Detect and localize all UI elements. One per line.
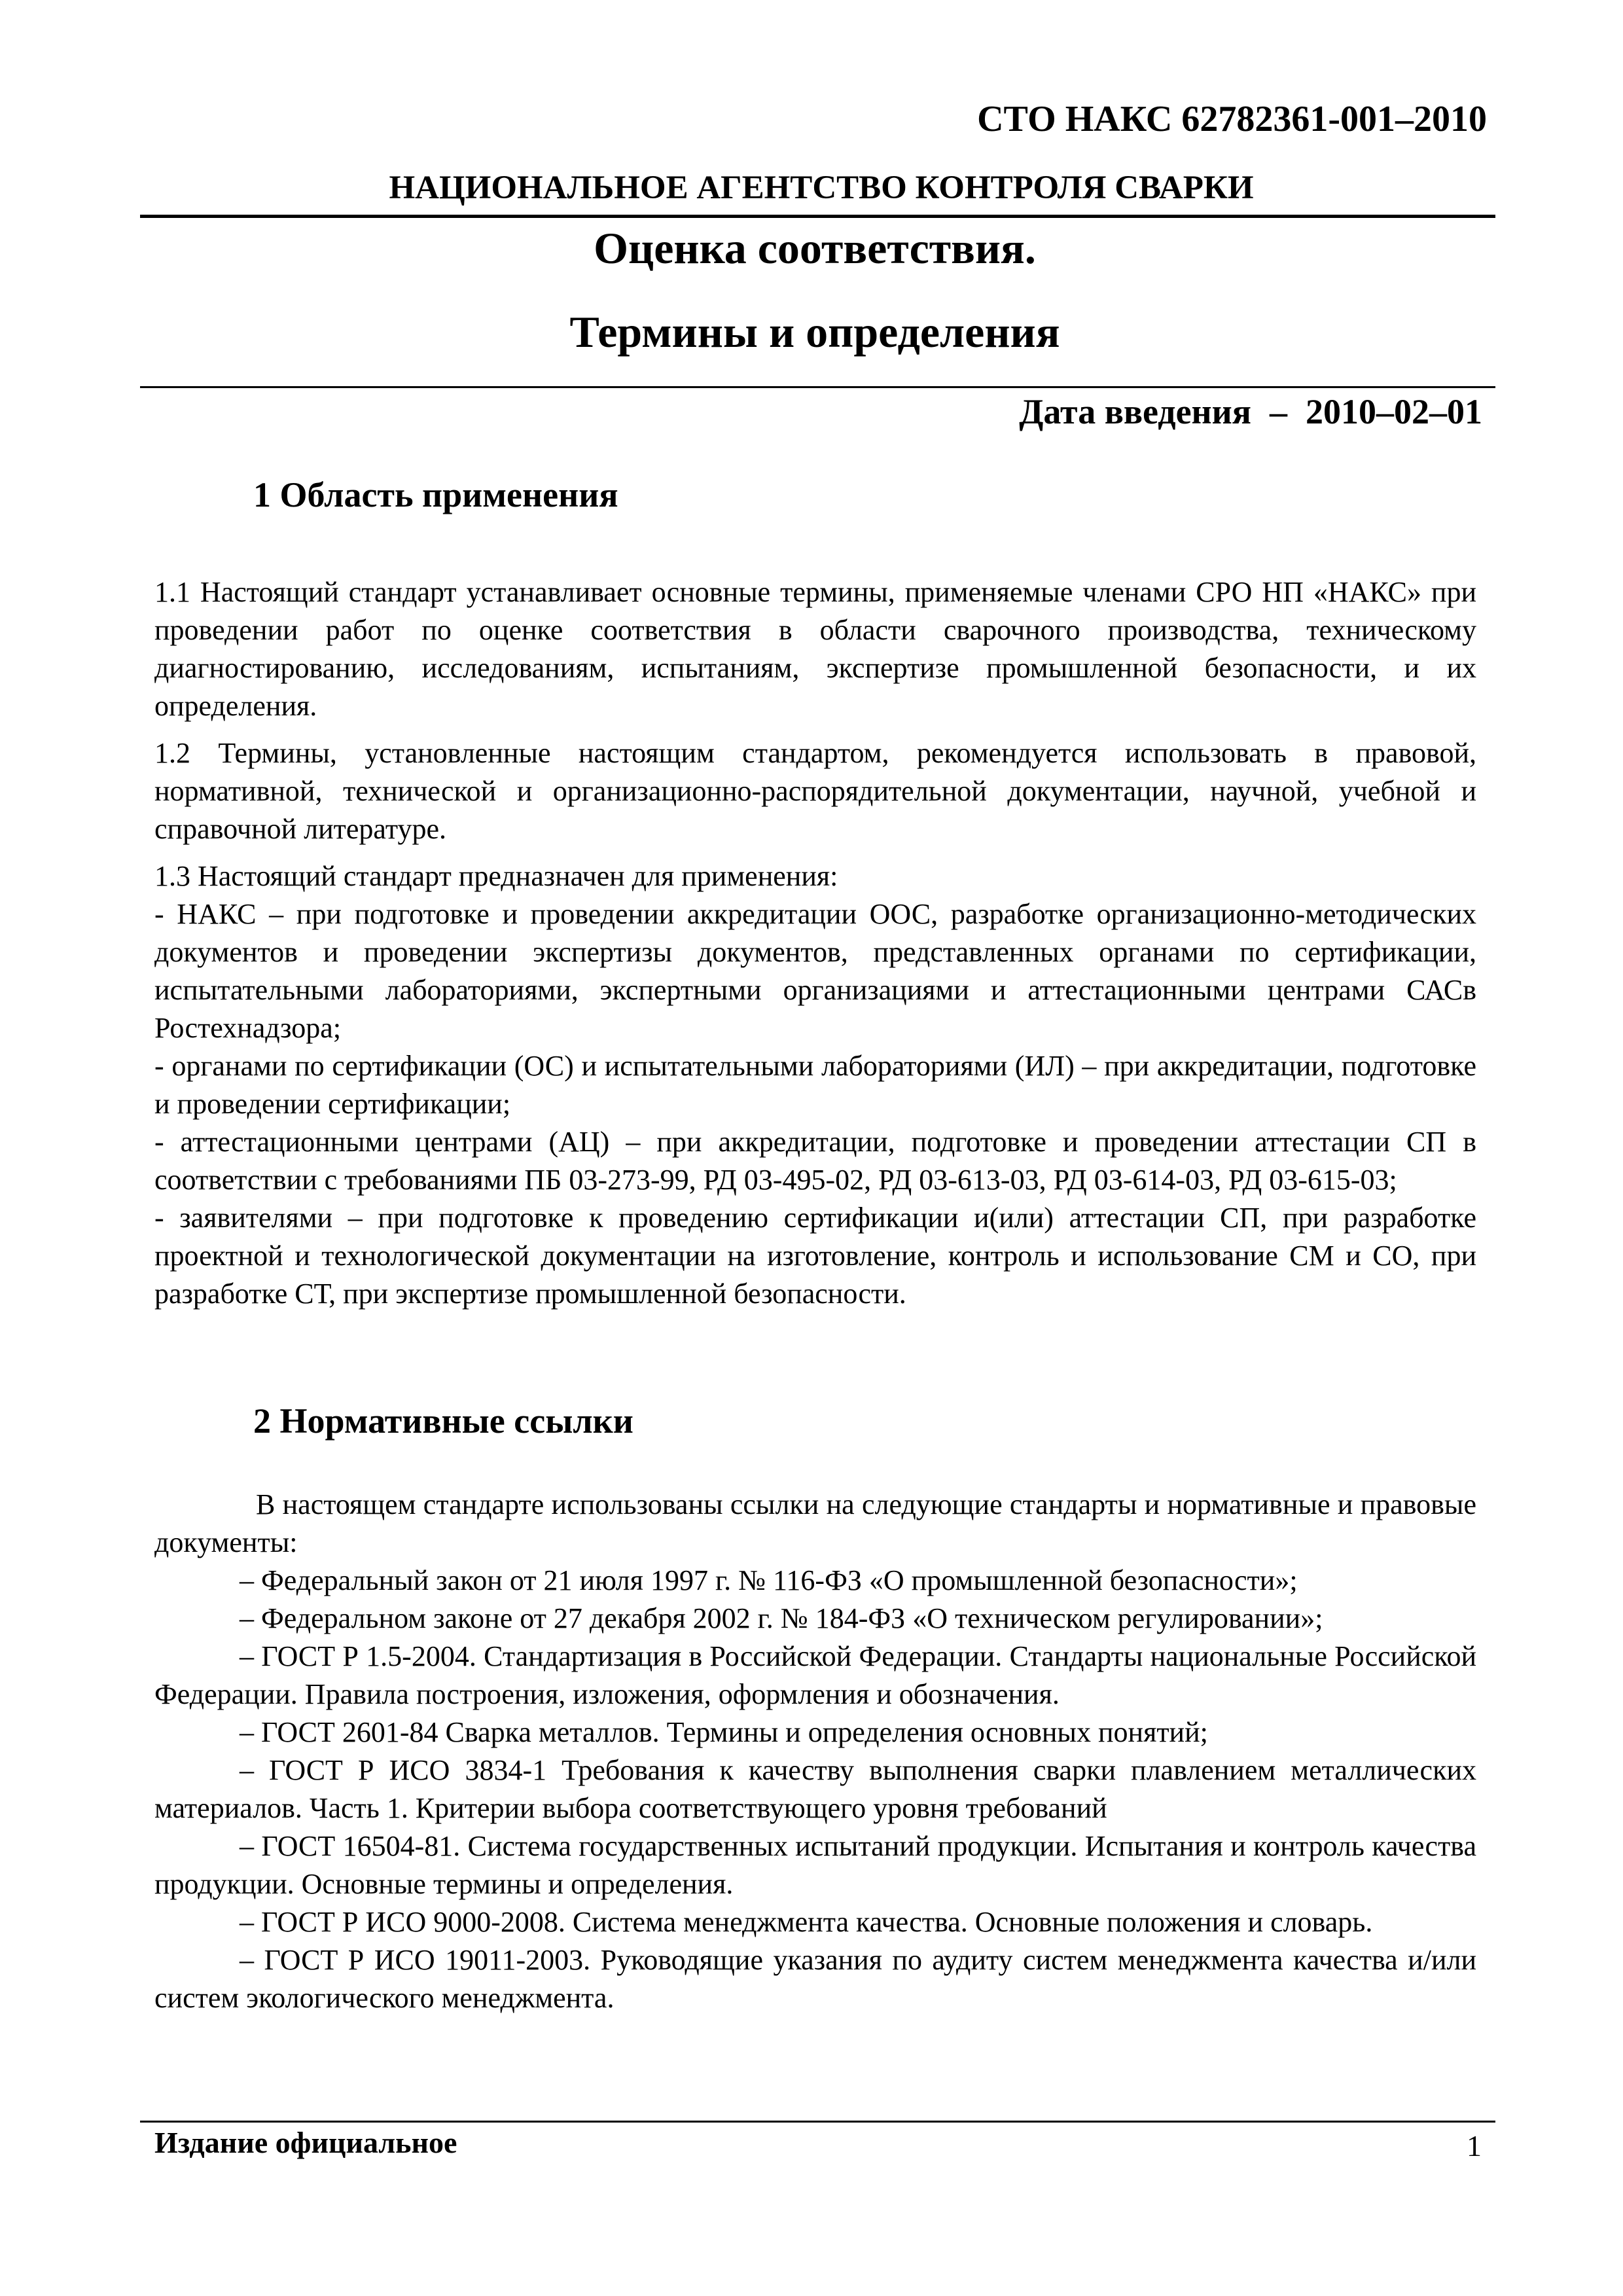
- footer-rule: [140, 2121, 1495, 2123]
- section-2-heading: 2 Нормативные ссылки: [253, 1401, 633, 1441]
- section-2-body: [154, 1486, 1476, 2017]
- paragraph-1-2: 1.2 Термины, установленные настоящим стандартом, рекомендуется использовать в правовой, нормативной, технической и организационно-распорядительной документации, научной, учебной и справочной литературе.: [154, 737, 1476, 845]
- reference-item: – Федеральный закон от 21 июля 1997 г. № 116-ФЗ «О промышленной безопасности»;: [240, 1564, 1298, 1596]
- document-title-line2: Термины и определения: [569, 307, 1060, 357]
- header-rule: [140, 215, 1495, 218]
- reference-item: – ГОСТ Р ИСО 19011-2003. Руководящие указания по аудиту систем менеджмента качества и/или систем экологического менеджмента.: [154, 1944, 1476, 2014]
- reference-item: – ГОСТ 2601-84 Сварка металлов. Термины и определения основных понятий;: [240, 1716, 1208, 1748]
- agency-name: НАЦИОНАЛЬНОЕ АГЕНТСТВО КОНТРОЛЯ СВАРКИ: [389, 170, 1254, 206]
- paragraph-1-1: 1.1 Настоящий стандарт устанавливает основные термины, применяемые членами СРО НП «НАКС» при проведении работ по оценке соответствия в области сварочного производства, техническому диагностированию, исследованиям, испытаниям, экспертизе промышленной безопасности, и их определения.: [154, 576, 1476, 722]
- reference-item: – ГОСТ Р 1.5-2004. Стандартизация в Российской Федерации. Стандарты национальные Российской Федерации. Правила построения, изложения, оформления и обозначения.: [154, 1640, 1476, 1710]
- standard-code: СТО НАКС 62782361-001–2010: [977, 99, 1487, 139]
- official-edition-label: Издание официальное: [154, 2126, 457, 2159]
- section-2-intro: В настоящем стандарте использованы ссылки на следующие стандарты и нормативные и правовые документы:: [154, 1488, 1476, 1558]
- effective-date: [1019, 391, 1482, 432]
- list-item: - заявителями – при подготовке к проведению сертификации и(или) аттестации СП, при разработке проектной и технологической документации на изготовление, контроль и использование СМ и СО, при разработке СТ, при экспертизе промышленной безопасности.: [154, 1202, 1476, 1310]
- reference-item: – ГОСТ Р ИСО 9000-2008. Система менеджмента качества. Основные положения и словарь.: [240, 1906, 1373, 1938]
- effective-date-dash: –: [1270, 392, 1287, 431]
- list-item: - НАКС – при подготовке и проведении аккредитации ООС, разработке организационно-методических документов и проведении экспертизы документов, представленных органами по сертификации, испытательными лабораториями, экспертными организациями и аттестационными центрами САСв Ростехнадзора;: [154, 898, 1476, 1044]
- effective-date-value: 2010–02–01: [1306, 392, 1482, 431]
- effective-date-label: Дата введения: [1019, 392, 1251, 431]
- section-1-heading: 1 Область применения: [253, 475, 618, 514]
- reference-item: – ГОСТ Р ИСО 3834-1 Требования к качеству выполнения сварки плавлением металлических материалов. Часть 1. Критерии выбора соответствующего уровня требований: [154, 1754, 1476, 1824]
- list-item: - органами по сертификации (ОС) и испытательными лабораториями (ИЛ) – при аккредитации, подготовке и проведении сертификации;: [154, 1050, 1476, 1120]
- page-number: 1: [1467, 2129, 1482, 2162]
- paragraph-1-3: 1.3 Настоящий стандарт предназначен для применения:: [154, 860, 838, 892]
- document-title-line1: Оценка соответствия.: [594, 223, 1036, 273]
- section-1-body: [154, 573, 1476, 1313]
- list-item: - аттестационными центрами (АЦ) – при аккредитации, подготовке и проведении аттестации СП в соответствии с требованиями ПБ 03-273-99, РД 03-495-02, РД 03-613-03, РД 03-614-03, РД 03-615-03;: [154, 1126, 1476, 1196]
- reference-item: – ГОСТ 16504-81. Система государственных испытаний продукции. Испытания и контроль качества продукции. Основные термины и определения.: [154, 1830, 1476, 1900]
- reference-item: – Федеральном законе от 27 декабря 2002 г. № 184-ФЗ «О техническом регулировании»;: [240, 1602, 1323, 1634]
- title-rule: [140, 386, 1495, 388]
